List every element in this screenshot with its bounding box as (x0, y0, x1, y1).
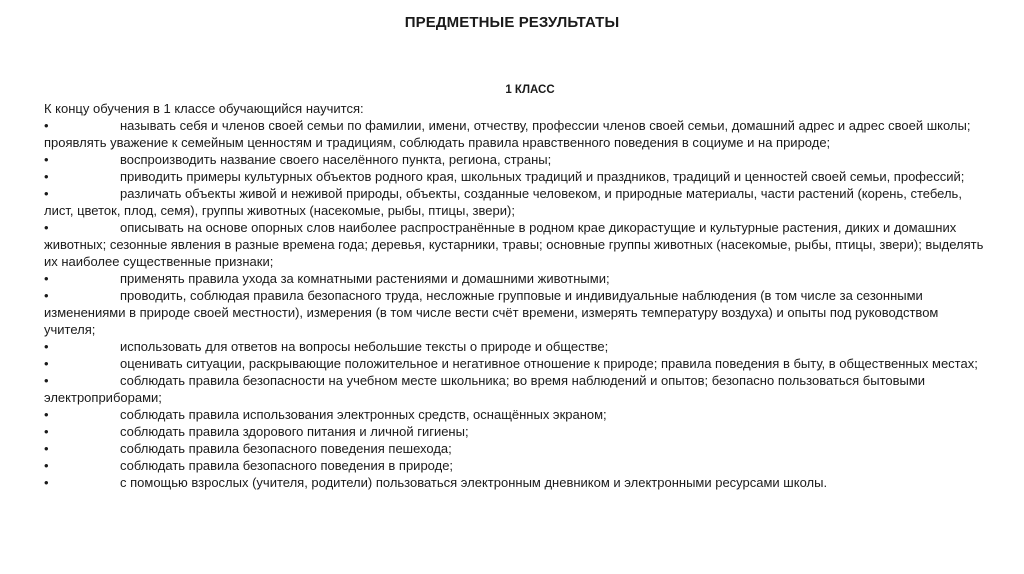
list-item (44, 440, 984, 457)
results-list (44, 117, 984, 491)
list-item (44, 270, 984, 287)
item-text: соблюдать правила использования электронных средств, оснащённых экраном; (120, 407, 607, 422)
list-item (44, 457, 984, 474)
list-item (44, 151, 984, 168)
item-text: описывать на основе опорных слов наиболее распространённые в родном крае дикорастущие и культурные растения, диких и домашних животных; сезонные явления в разные времена года; деревья, кустарники, травы; основные группы животных (насекомые, рыбы, птицы, звери); выделять их наиболее существенные признаки; (44, 220, 984, 269)
item-text: различать объекты живой и неживой природы, объекты, созданные человеком, и природные материалы, части растений (корень, стебель, лист, цветок, плод, семя), группы животных (насекомые, рыбы, птицы, звери); (44, 186, 962, 218)
bullet-icon: • (44, 475, 49, 490)
bullet-icon: • (44, 152, 49, 167)
bullet-icon: • (44, 339, 49, 354)
item-text: проводить, соблюдая правила безопасного труда, несложные групповые и индивидуальные наблюдения (в том числе за сезонными изменениями в природе своей местности), измерения (в том числе вести счёт времени, измерять температуру воздуха) и опыты под руководством учителя; (44, 288, 939, 337)
item-text: называть себя и членов своей семьи по фамилии, имени, отчеству, профессии членов своей семьи, домашний адрес и адрес своей школы; проявлять уважение к семейным ценностям и традициям, соблюдать правила нравственного поведения в социуме и на природе; (44, 118, 971, 150)
intro-text: К концу обучения в 1 классе обучающийся научится: (44, 101, 364, 116)
list-item (44, 338, 984, 355)
list-item (44, 185, 984, 219)
bullet-icon: • (44, 458, 49, 473)
bullet-icon: • (44, 356, 49, 371)
list-item (44, 287, 984, 338)
bullet-icon: • (44, 169, 49, 184)
list-item (44, 355, 984, 372)
bullet-icon: • (44, 441, 49, 456)
item-text: с помощью взрослых (учителя, родители) пользоваться электронным дневником и электронными ресурсами школы. (120, 475, 828, 490)
item-text: соблюдать правила безопасного поведения пешехода; (120, 441, 452, 456)
list-item (44, 168, 984, 185)
bullet-icon: • (44, 271, 49, 286)
bullet-icon: • (44, 407, 49, 422)
bullet-icon: • (44, 118, 49, 133)
page-title: ПРЕДМЕТНЫЕ РЕЗУЛЬТАТЫ (404, 14, 620, 31)
bullet-icon: • (44, 424, 49, 439)
item-text: соблюдать правила здорового питания и личной гигиены; (120, 424, 469, 439)
list-item (44, 372, 984, 406)
item-text: соблюдать правила безопасного поведения в природе; (120, 458, 454, 473)
item-text: использовать для ответов на вопросы небольшие тексты о природе и обществе; (120, 339, 609, 354)
list-item (44, 474, 984, 491)
content-block (44, 100, 984, 491)
item-text: соблюдать правила безопасности на учебном месте школьника; во время наблюдений и опытов; безопасно пользоваться бытовыми электроприборами; (44, 373, 926, 405)
item-text: оценивать ситуации, раскрывающие положительное и негативное отношение к природе; правила поведения в быту, в общественных местах; (120, 356, 978, 371)
bullet-icon: • (44, 373, 49, 388)
list-item (44, 219, 984, 270)
bullet-icon: • (44, 220, 49, 235)
item-text: приводить примеры культурных объектов родного края, школьных традиций и праздников, традиций и ценностей своей семьи, профессий; (120, 169, 965, 184)
bullet-icon: • (44, 186, 49, 201)
item-text: воспроизводить название своего населённого пункта, региона, страны; (120, 152, 552, 167)
list-item (44, 423, 984, 440)
list-item (44, 406, 984, 423)
grade-heading: 1 КЛАСС (505, 84, 555, 96)
bullet-icon: • (44, 288, 49, 303)
item-text: применять правила ухода за комнатными растениями и домашними животными; (120, 271, 610, 286)
list-item (44, 117, 984, 151)
